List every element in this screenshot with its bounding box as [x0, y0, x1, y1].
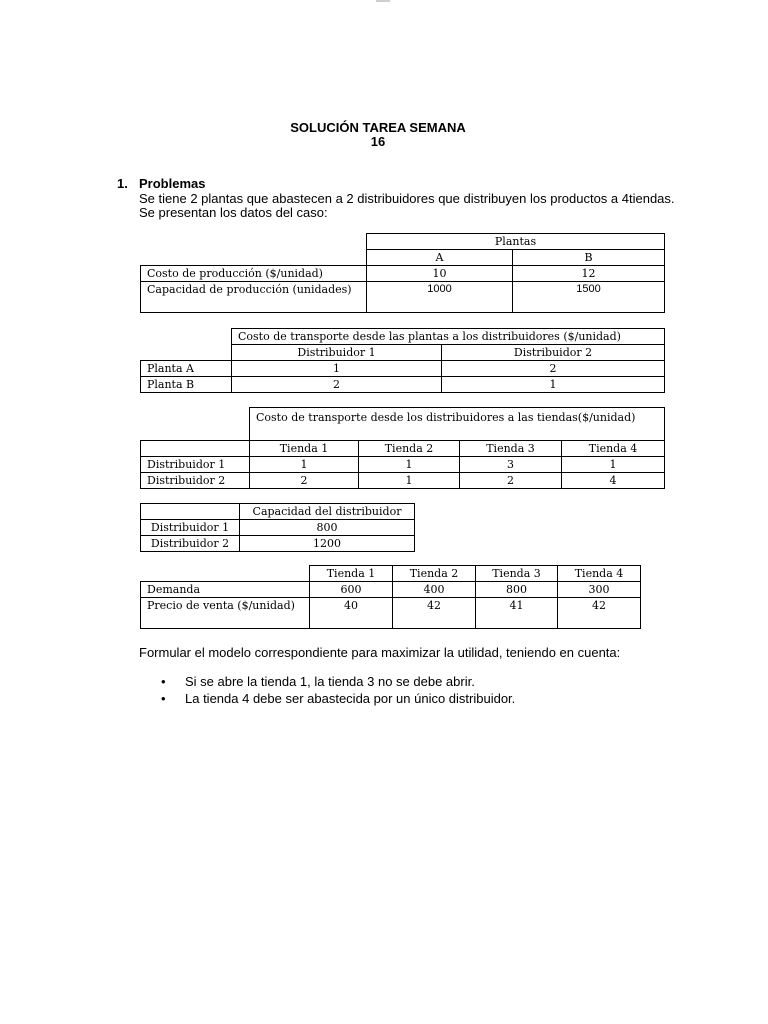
table-cell: 40	[310, 598, 393, 629]
column-header: Tienda 4	[558, 566, 641, 582]
page-title-number: 16	[370, 134, 386, 149]
column-header: Distribuidor 1	[232, 345, 442, 361]
transport-distributors-stores-table	[140, 407, 665, 489]
table-cell: 42	[393, 598, 476, 629]
table-cell: 2	[232, 377, 442, 393]
table-cell: 1	[232, 361, 442, 377]
table-row	[141, 377, 665, 393]
transport-dt-group-header: Costo de transporte desde los distribuidores a las tiendas($/unidad)	[250, 408, 665, 441]
table-row	[141, 282, 665, 313]
table-cell: 2	[250, 473, 359, 489]
table-cell: 10	[367, 266, 513, 282]
table-cell: 300	[558, 582, 641, 598]
problem-text-line-1: Se tiene 2 plantas que abastecen a 2 distribuidores que distribuyen los productos a 4tiendas.	[139, 191, 675, 206]
row-label: Precio de venta ($/unidad)	[141, 598, 310, 629]
row-label: Distribuidor 2	[141, 473, 250, 489]
table-cell: 800	[476, 582, 558, 598]
problem-text-line-2: Se presentan los datos del caso:	[139, 205, 328, 220]
table-row	[141, 345, 665, 361]
table-cell: 400	[393, 582, 476, 598]
plants-group-header: Plantas	[367, 234, 665, 250]
row-label: Costo de producción ($/unidad)	[141, 266, 367, 282]
table-row	[141, 566, 641, 582]
section-number: 1.	[117, 176, 128, 191]
row-label: Planta B	[141, 377, 232, 393]
table-row	[141, 598, 641, 629]
list-item	[139, 690, 515, 707]
list-item	[139, 673, 515, 690]
row-label: Capacidad de producción (unidades)	[141, 282, 367, 313]
table-cell: 2	[460, 473, 562, 489]
plants-table	[140, 233, 665, 313]
table-row	[141, 536, 415, 552]
table-row	[141, 408, 665, 441]
row-label: Demanda	[141, 582, 310, 598]
formulate-instruction: Formular el modelo correspondiente para maximizar la utilidad, teniendo en cuenta:	[139, 645, 621, 660]
capacity-header: Capacidad del distribuidor	[240, 504, 415, 520]
column-header: Tienda 3	[460, 441, 562, 457]
table-cell: 42	[558, 598, 641, 629]
table-row	[141, 329, 665, 345]
table-cell: 1	[442, 377, 665, 393]
table-row	[141, 582, 641, 598]
column-header: B	[513, 250, 665, 266]
table-row	[141, 473, 665, 489]
table-row	[141, 361, 665, 377]
table-row	[141, 520, 415, 536]
row-label: Distribuidor 1	[141, 520, 240, 536]
column-header: Distribuidor 2	[442, 345, 665, 361]
table-row	[141, 234, 665, 250]
bullet-icon: •	[161, 674, 166, 689]
row-label: Distribuidor 2	[141, 536, 240, 552]
column-header: Tienda 2	[393, 566, 476, 582]
table-row	[141, 457, 665, 473]
table-row	[141, 266, 665, 282]
column-header: Tienda 4	[562, 441, 665, 457]
table-cell: 3	[460, 457, 562, 473]
page-top-mark	[376, 0, 390, 2]
column-header: Tienda 2	[359, 441, 460, 457]
table-cell: 800	[240, 520, 415, 536]
table-cell: 600	[310, 582, 393, 598]
table-cell: 1500	[513, 282, 665, 313]
table-cell: 1	[359, 473, 460, 489]
table-cell: 1200	[240, 536, 415, 552]
constraints-list	[139, 673, 515, 707]
table-cell: 41	[476, 598, 558, 629]
table-cell: 12	[513, 266, 665, 282]
distributor-capacity-table	[140, 503, 415, 552]
page-title: SOLUCIÓN TAREA SEMANA	[290, 120, 466, 135]
row-label: Distribuidor 1	[141, 457, 250, 473]
table-row	[141, 504, 415, 520]
constraint-text: La tienda 4 debe ser abastecida por un único distribuidor.	[185, 691, 516, 706]
table-cell: 2	[442, 361, 665, 377]
table-row	[141, 441, 665, 457]
table-cell: 1	[250, 457, 359, 473]
row-label: Planta A	[141, 361, 232, 377]
table-cell: 1	[562, 457, 665, 473]
table-cell: 1000	[367, 282, 513, 313]
transport-plants-distributors-table	[140, 328, 665, 393]
table-row	[141, 250, 665, 266]
column-header: Tienda 1	[250, 441, 359, 457]
transport-pd-group-header: Costo de transporte desde las plantas a los distribuidores ($/unidad)	[232, 329, 665, 345]
table-cell: 4	[562, 473, 665, 489]
demand-price-table	[140, 565, 641, 629]
bullet-icon: •	[161, 691, 166, 706]
column-header: Tienda 1	[310, 566, 393, 582]
column-header: Tienda 3	[476, 566, 558, 582]
constraint-text: Si se abre la tienda 1, la tienda 3 no se debe abrir.	[185, 674, 475, 689]
column-header: A	[367, 250, 513, 266]
table-cell: 1	[359, 457, 460, 473]
section-title: Problemas	[139, 176, 206, 191]
